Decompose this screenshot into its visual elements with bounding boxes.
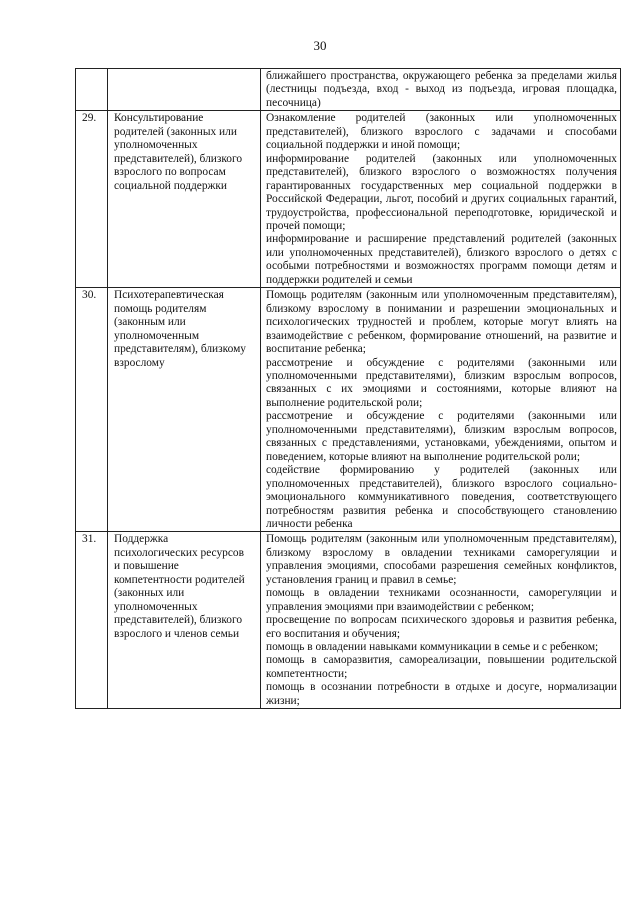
row-number-cell — [76, 69, 108, 111]
content-item: информирование родителей (законных или уполномоченных представителей), близкого взрослого о возможностях получения гарантированных государственных мер социальной поддержки в Российской Федерации, льгот, пособий и других социальных гарантий, трудоустройства, профессиональной переподготовке, юридической и прочей помощи; — [266, 152, 617, 232]
row-number: 30. — [76, 288, 108, 532]
content-item: Ознакомление родителей (законных или уполномоченных представителей), близкого взрослого с задачами и способами социальной поддержки и иной помощи; — [266, 112, 617, 152]
content-item: просвещение по вопросам психического здоровья и развития ребенка, его воспитания и обучения; — [266, 614, 617, 640]
service-name: Консультирование родителей (законных или уполномоченных представителей), близкого взрослого по вопросам социальной поддержки — [108, 111, 261, 288]
table-row-29 — [76, 111, 621, 288]
services-table — [75, 68, 621, 709]
service-content-cell — [261, 532, 621, 709]
content-item: рассмотрение и обсуждение с родителями (законными или уполномоченными представителями), близким взрослым вопросов, связанных с представлениями, установками, убеждениями, опытом и поведением, которые влияют на выполнение родительской роли; — [266, 410, 617, 463]
content-item: помощь в осознании потребности в отдыхе и досуге, нормализации жизни; — [266, 681, 617, 707]
service-content-cell — [261, 111, 621, 288]
row-number: 31. — [76, 532, 108, 709]
content-item: информирование и расширение представлений родителей (законных или уполномоченных представителей), близкого взрослого о детях с особыми потребностями и возможностях программ помощи детям и поддержки родителей и семьи — [266, 233, 617, 286]
table-row-31 — [76, 532, 621, 709]
content-item: помощь в саморазвития, самореализации, повышении родительской компетентности; — [266, 654, 617, 680]
content-item: Помощь родителям (законным или уполномоченным представителям), близкому взрослому в овладении техниками саморегуляции и управления эмоциями, способами разрешения семейных конфликтов, установления границ и правил в семье; — [266, 533, 617, 586]
page-number: 30 — [313, 38, 327, 53]
table-row-30 — [76, 288, 621, 532]
service-content-cell — [261, 288, 621, 532]
content-item: рассмотрение и обсуждение с родителями (законными или уполномоченными представителями), близким взрослым вопросов, связанных с их эмоциями и состояниями, которые влияют на выполнение родительской роли; — [266, 356, 617, 409]
content-item: Помощь родителям (законным или уполномоченным представителям), близкому взрослому в понимании и разрешении эмоциональных и психологических трудностей и проблем, которые могут влиять на взаимодействие с ребенком, формирование отношений, на развитие и воспитание ребенка; — [266, 289, 617, 356]
service-name: Психотерапевтическая помощь родителям (законным или уполномоченным представителям), близкому взрослому — [108, 288, 261, 532]
content-item: содействие формированию у родителей (законных или уполномоченных представителей), близкого взрослого социально-эмоционального коммуникативного поведения, соответствующего потребностям развития ребенка и способствующего становлению личности ребенка — [266, 464, 617, 530]
content-text: ближайшего пространства, окружающего ребенка за пределами жилья (лестницы подъезда, вход - выход из подъезда, игровая площадка, песочница) — [266, 70, 617, 109]
service-name-cell — [108, 69, 261, 111]
content-item: помощь в овладении техниками осознанности, саморегуляции и управления эмоциями при взаимодействии с ребенком; — [266, 587, 617, 613]
service-content-cell — [261, 69, 621, 111]
service-name: Поддержка психологических ресурсов и повышение компетентности родителей (законных или уполномоченных представителей), близкого взрослого и членов семьи — [108, 532, 261, 709]
row-number: 29. — [76, 111, 108, 288]
table-row-continuation — [76, 69, 621, 111]
content-item: помощь в овладении навыками коммуникации в семье и с ребенком; — [266, 641, 599, 654]
